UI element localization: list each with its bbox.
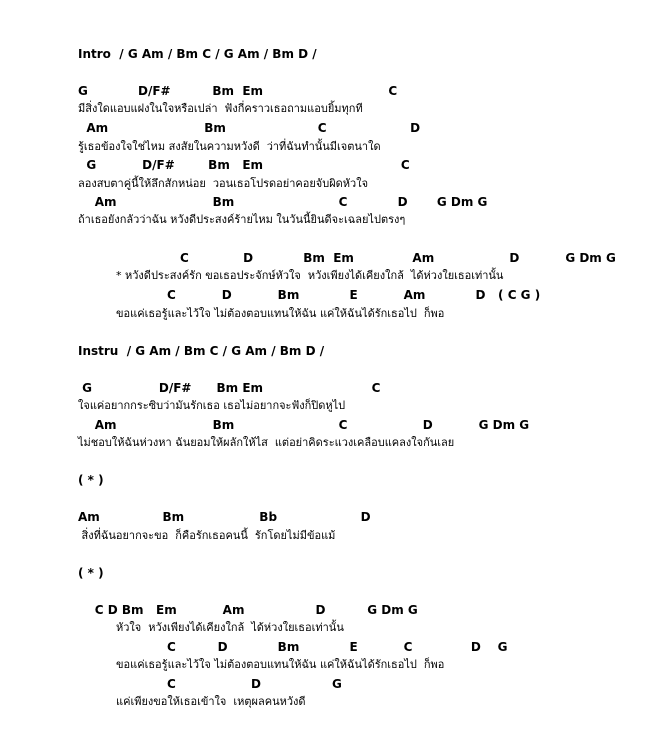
chorus-repeat-marker: ( * ) xyxy=(78,566,104,580)
chorus-repeat-marker: ( * ) xyxy=(78,473,104,487)
lyric-line: ถ้าเธอยังกลัวว่าฉัน หวังดีประสงค์ร้ายไหม ในวันนี้ยินดีจะเฉลยไปตรงๆ xyxy=(78,213,406,226)
chord-line: G D/F# Bm Em C xyxy=(78,158,410,172)
outro-chord-line: C D G xyxy=(167,677,342,691)
chorus-chord-line: C D Bm E Am D ( C G ) xyxy=(167,288,541,302)
chord-line: Am Bm Bb D xyxy=(78,510,371,524)
lyric-line: รู้เธอข้องใจใช่ไหม สงสัยในความหวังดี ว่าที่ฉันทำนั้นมีเจตนาใด xyxy=(78,140,381,153)
lyric-line: ไม่ชอบให้ฉันห่วงหา ฉันยอมให้ผลักให้ไส แต่อย่าคิดระแวงเคลือบแคลงใจกันเลย xyxy=(78,436,455,449)
chord-line: Am Bm C D G Dm G xyxy=(78,195,488,209)
instru-line: Instru / G Am / Bm C / G Am / Bm D / xyxy=(78,344,325,358)
chorus-lyric-line: ขอแค่เธอรู้และไว้ใจ ไม่ต้องตอบแทนให้ฉัน แค่ให้ฉันได้รักเธอไป ก็พอ xyxy=(116,307,445,320)
outro-chord-line: C D Bm Em Am D G Dm G xyxy=(78,603,418,617)
outro-lyric-line: แค่เพียงขอให้เธอเข้าใจ เหตุผลคนหวังดี xyxy=(116,695,306,708)
chorus-lyric-line: * หวังดีประสงค์รัก ขอเธอประจักษ์หัวใจ หวังเพียงได้เคียงใกล้ ได้ห่วงใยเธอเท่านั้น xyxy=(116,269,504,282)
lyric-line: ลองสบตาคู่นี้ให้ลึกสักหน่อย วอนเธอโปรดอย่าคอยจับผิดหัวใจ xyxy=(78,177,369,190)
chord-line: Am Bm C D G Dm G xyxy=(78,418,530,432)
lyric-line: ใจแค่อยากกระซิบว่ามันรักเธอ เธอไม่อยากจะฟังก็ปิดหูไป xyxy=(78,399,346,412)
lyric-line: มีสิ่งใดแอบแฝงในใจหรือเปล่า ฟังกี่คราวเธอถามแอบยิ้มทุกที xyxy=(78,102,363,115)
chord-line: G D/F# Bm Em C xyxy=(78,84,398,98)
outro-chord-line: C D Bm E C D G xyxy=(167,640,508,654)
chord-line: Am Bm C D xyxy=(78,121,421,135)
lyric-line: สิ่งที่ฉันอยากจะขอ ก็คือรักเธอคนนี้ รักโดยไม่มีข้อแม้ xyxy=(78,529,336,542)
intro-line: Intro / G Am / Bm C / G Am / Bm D / xyxy=(78,47,317,61)
outro-lyric-line: หัวใจ หวังเพียงได้เคียงใกล้ ได้ห่วงใยเธอเท่านั้น xyxy=(116,621,344,634)
chord-line: G D/F# Bm Em C xyxy=(78,381,381,395)
chorus-chord-line: C D Bm Em Am D G Dm G xyxy=(180,251,616,265)
outro-lyric-line: ขอแค่เธอรู้และไว้ใจ ไม่ต้องตอบแทนให้ฉัน แค่ให้ฉันได้รักเธอไป ก็พอ xyxy=(116,658,445,671)
